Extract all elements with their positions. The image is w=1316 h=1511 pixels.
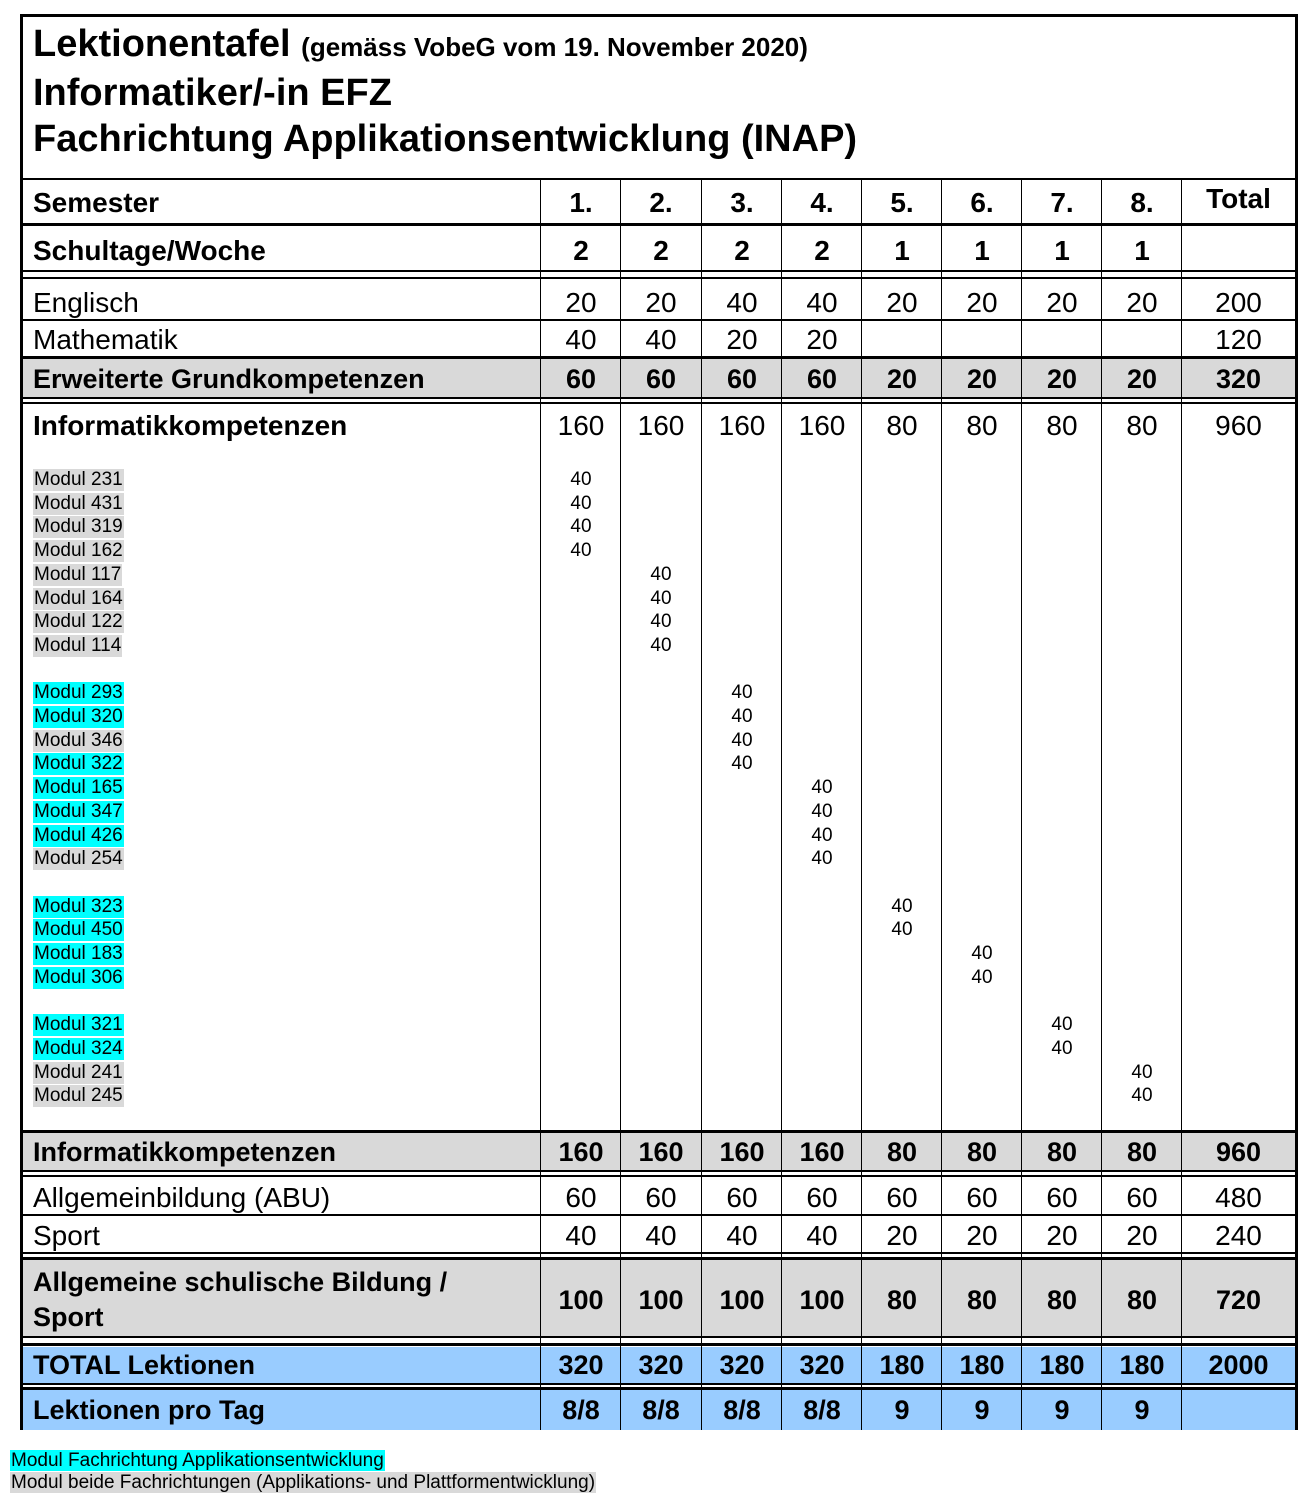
- value-cell: 80: [1046, 1285, 1078, 1315]
- value-cell: 40: [645, 324, 677, 355]
- value-cell: 20: [966, 287, 998, 318]
- value-cell: 40: [565, 324, 597, 355]
- value-cell: 9: [1054, 1395, 1070, 1425]
- module-value: 40: [1131, 1085, 1153, 1107]
- value-cell: 20: [966, 1220, 998, 1251]
- semester-cell: 7.: [1050, 187, 1074, 218]
- value-cell: 20: [806, 324, 838, 355]
- value-cell: 80: [966, 1285, 998, 1315]
- module-value: 40: [731, 682, 753, 704]
- value-cell: 160: [798, 410, 846, 441]
- schooldays-cell: 2: [573, 235, 589, 266]
- schooldays-cell: 2: [734, 235, 750, 266]
- value-cell: 320: [638, 1350, 684, 1380]
- value-cell: 9: [1134, 1395, 1150, 1425]
- value-cell: 20: [726, 324, 758, 355]
- module-label: Modul 117: [34, 563, 122, 585]
- value-cell: 160: [637, 410, 685, 441]
- semester-cell: 4.: [810, 187, 834, 218]
- module-value: 40: [731, 729, 753, 751]
- schooldays-cell: 1: [974, 235, 990, 266]
- total-cell: 960: [1215, 1137, 1262, 1167]
- asb-line1: Allgemeine schulische Bildung /: [33, 1267, 448, 1297]
- value-cell: 80: [1046, 1137, 1078, 1167]
- value-cell: 100: [558, 1285, 604, 1315]
- rule: [23, 1336, 1295, 1338]
- value-cell: 60: [806, 1182, 838, 1213]
- value-cell: 8/8: [642, 1395, 680, 1425]
- value-cell: 20: [1046, 364, 1078, 394]
- value-cell: 180: [879, 1350, 925, 1380]
- value-cell: 20: [1126, 1220, 1158, 1251]
- module-value: 40: [811, 848, 833, 870]
- rule: [23, 319, 1295, 321]
- value-cell: 40: [806, 1220, 838, 1251]
- value-cell: 8/8: [562, 1395, 600, 1425]
- row-label: Allgemeinbildung (ABU): [33, 1182, 331, 1213]
- row-label: Informatikkompetenzen: [33, 410, 348, 441]
- module-label: Modul 322: [34, 753, 123, 775]
- value-cell: 20: [1126, 364, 1158, 394]
- asb-line2: Sport: [33, 1302, 104, 1332]
- semester-cell: 2.: [649, 187, 673, 218]
- module-value: 40: [811, 777, 833, 799]
- value-cell: 60: [645, 1182, 677, 1213]
- value-cell: 20: [966, 364, 998, 394]
- title-block: [33, 21, 857, 162]
- rule: [23, 1130, 1295, 1133]
- rule: [23, 356, 1295, 359]
- row-label: Englisch: [33, 287, 139, 318]
- module-value: 40: [971, 943, 993, 964]
- value-cell: 80: [1126, 1137, 1158, 1167]
- value-cell: 80: [886, 1285, 918, 1315]
- value-cell: 60: [565, 1182, 597, 1213]
- rule: [23, 277, 1295, 279]
- value-cell: 180: [959, 1350, 1005, 1380]
- module-label: Modul 165: [34, 777, 123, 799]
- module-value: 40: [570, 492, 592, 514]
- value-cell: 20: [886, 287, 918, 318]
- value-cell: 160: [719, 1137, 765, 1167]
- module-label: Modul 122: [34, 611, 123, 633]
- semester-cell: 8.: [1130, 187, 1154, 218]
- module-label: Modul 231: [34, 469, 123, 490]
- legend: [10, 1450, 596, 1494]
- title-line3: Fachrichtung Applikationsentwicklung (INAP): [33, 118, 858, 160]
- module-value: 40: [811, 800, 833, 822]
- title-main: Lektionentafel: [33, 23, 291, 65]
- value-cell: 160: [638, 1137, 684, 1167]
- module-label: Modul 426: [34, 824, 123, 846]
- module-value: 40: [570, 540, 592, 562]
- title-line2: Informatiker/-in EFZ: [33, 72, 392, 114]
- module-label: Modul 245: [34, 1085, 123, 1107]
- row-label: Erweiterte Grundkompetenzen: [33, 364, 425, 394]
- schooldays-label: Schultage/Woche: [33, 235, 266, 266]
- schooldays-cell: 2: [653, 235, 669, 266]
- module-label: Modul 114: [34, 634, 122, 656]
- value-cell: 100: [799, 1285, 845, 1315]
- value-cell: 40: [726, 287, 758, 318]
- module-label: Modul 347: [34, 800, 123, 822]
- value-cell: 40: [565, 1220, 597, 1251]
- value-cell: 60: [565, 364, 597, 394]
- value-cell: 320: [719, 1350, 765, 1380]
- value-cell: 60: [645, 364, 677, 394]
- module-label: Modul 321: [34, 1014, 123, 1036]
- module-value: 40: [650, 611, 672, 633]
- value-cell: 160: [558, 1137, 604, 1167]
- semester-cell: 5.: [890, 187, 914, 218]
- total-cell: 480: [1215, 1182, 1262, 1213]
- module-value: 40: [731, 706, 753, 727]
- module-label: Modul 450: [34, 919, 123, 941]
- value-cell: 80: [966, 410, 998, 441]
- semester-label: Semester: [33, 187, 160, 218]
- value-cell: 80: [1126, 410, 1158, 441]
- rule: [23, 1175, 1295, 1177]
- module-label: Modul 183: [34, 943, 123, 964]
- module-value: 40: [731, 753, 753, 775]
- lesson-table: [20, 14, 1298, 1430]
- value-cell: 60: [726, 1182, 758, 1213]
- total-cell: 960: [1215, 410, 1262, 441]
- value-cell: 40: [726, 1220, 758, 1251]
- module-value: 40: [1051, 1014, 1073, 1036]
- value-cell: 180: [1119, 1350, 1165, 1380]
- value-cell: 160: [557, 410, 605, 441]
- value-cell: 60: [886, 1182, 918, 1213]
- rule: [23, 1257, 1295, 1260]
- rule: [23, 402, 1295, 404]
- total-cell: 320: [1215, 364, 1262, 394]
- value-cell: 180: [1039, 1350, 1085, 1380]
- rule: [23, 223, 1295, 226]
- schooldays-cell: 1: [894, 235, 910, 266]
- module-value: 40: [1131, 1061, 1153, 1083]
- total-cell: 200: [1215, 287, 1262, 318]
- rule: [23, 270, 1295, 272]
- value-cell: 60: [966, 1182, 998, 1213]
- module-label: Modul 254: [34, 848, 123, 870]
- module-value: 40: [570, 516, 592, 538]
- value-cell: 60: [1046, 1182, 1078, 1213]
- value-cell: 40: [806, 287, 838, 318]
- value-cell: 20: [565, 287, 597, 318]
- value-cell: 20: [1046, 1220, 1078, 1251]
- schooldays-cell: 2: [814, 235, 830, 266]
- module-value: 40: [650, 563, 672, 585]
- rule: [23, 1214, 1295, 1216]
- total-cell: 240: [1215, 1220, 1262, 1251]
- module-label: Modul 320: [34, 706, 123, 727]
- module-value: 40: [891, 919, 913, 941]
- schooldays-cell: 1: [1054, 235, 1070, 266]
- module-label: Modul 306: [34, 966, 123, 988]
- value-cell: 100: [719, 1285, 765, 1315]
- module-label: Modul 324: [34, 1037, 123, 1059]
- module-value: 40: [650, 587, 672, 609]
- semester-cell: 3.: [730, 187, 754, 218]
- value-cell: 80: [1046, 410, 1078, 441]
- module-label: Modul 241: [34, 1061, 123, 1083]
- value-cell: 160: [718, 410, 766, 441]
- row-label: TOTAL Lektionen: [33, 1350, 256, 1380]
- value-cell: 60: [726, 364, 758, 394]
- value-cell: 80: [966, 1137, 998, 1167]
- rule: [23, 178, 1295, 180]
- value-cell: 80: [1126, 1285, 1158, 1315]
- semester-cell: 6.: [970, 187, 994, 218]
- value-cell: 320: [558, 1350, 604, 1380]
- value-cell: 80: [886, 410, 918, 441]
- total-header: Total: [1206, 183, 1271, 214]
- module-value: 40: [650, 634, 672, 656]
- value-cell: 20: [645, 287, 677, 318]
- module-label: Modul 431: [34, 492, 123, 514]
- value-cell: 80: [886, 1137, 918, 1167]
- module-value: 40: [1051, 1037, 1073, 1059]
- total-cell: 2000: [1208, 1350, 1269, 1380]
- module-label: Modul 346: [34, 729, 123, 751]
- title-sub: (gemäss VobeG vom 19. November 2020): [301, 32, 808, 62]
- value-cell: 100: [638, 1285, 684, 1315]
- module-value: 40: [811, 824, 833, 846]
- module-value: 40: [570, 469, 592, 490]
- module-label: Modul 319: [34, 516, 123, 538]
- module-label: Modul 164: [34, 587, 123, 609]
- legend-grey: Modul beide Fachrichtungen (Applikations- und Plattformentwicklung): [11, 1472, 596, 1493]
- value-cell: 8/8: [723, 1395, 761, 1425]
- row-label: Lektionen pro Tag: [33, 1395, 266, 1425]
- value-cell: 20: [886, 364, 918, 394]
- total-cell: 720: [1215, 1285, 1262, 1315]
- total-cell: 120: [1215, 324, 1262, 355]
- value-cell: 60: [1126, 1182, 1158, 1213]
- row-label: Sport: [33, 1220, 100, 1251]
- value-cell: 9: [894, 1395, 910, 1425]
- rule: [23, 1252, 1295, 1254]
- rule: [23, 1387, 1295, 1390]
- module-value: 40: [891, 895, 913, 917]
- row-label: Informatikkompetenzen: [33, 1137, 337, 1167]
- schooldays-cell: 1: [1134, 235, 1150, 266]
- value-cell: 320: [799, 1350, 845, 1380]
- module-label: Modul 323: [34, 895, 123, 917]
- value-cell: 160: [799, 1137, 845, 1167]
- module-label: Modul 293: [34, 682, 123, 704]
- rule: [23, 397, 1295, 399]
- semester-cell: 1.: [569, 187, 593, 218]
- rule: [23, 1343, 1295, 1346]
- row-label: Mathematik: [33, 324, 178, 355]
- row-label: [33, 1265, 447, 1335]
- value-cell: 20: [1046, 287, 1078, 318]
- value-cell: 20: [886, 1220, 918, 1251]
- value-cell: 20: [1126, 287, 1158, 318]
- value-cell: 9: [974, 1395, 990, 1425]
- rule: [23, 1170, 1295, 1172]
- value-cell: 8/8: [803, 1395, 841, 1425]
- value-cell: 60: [806, 364, 838, 394]
- module-value: 40: [971, 966, 993, 988]
- module-label: Modul 162: [34, 540, 123, 562]
- value-cell: 40: [645, 1220, 677, 1251]
- rule: [23, 1383, 1295, 1385]
- legend-cyan: Modul Fachrichtung Applikationsentwicklung: [11, 1450, 384, 1471]
